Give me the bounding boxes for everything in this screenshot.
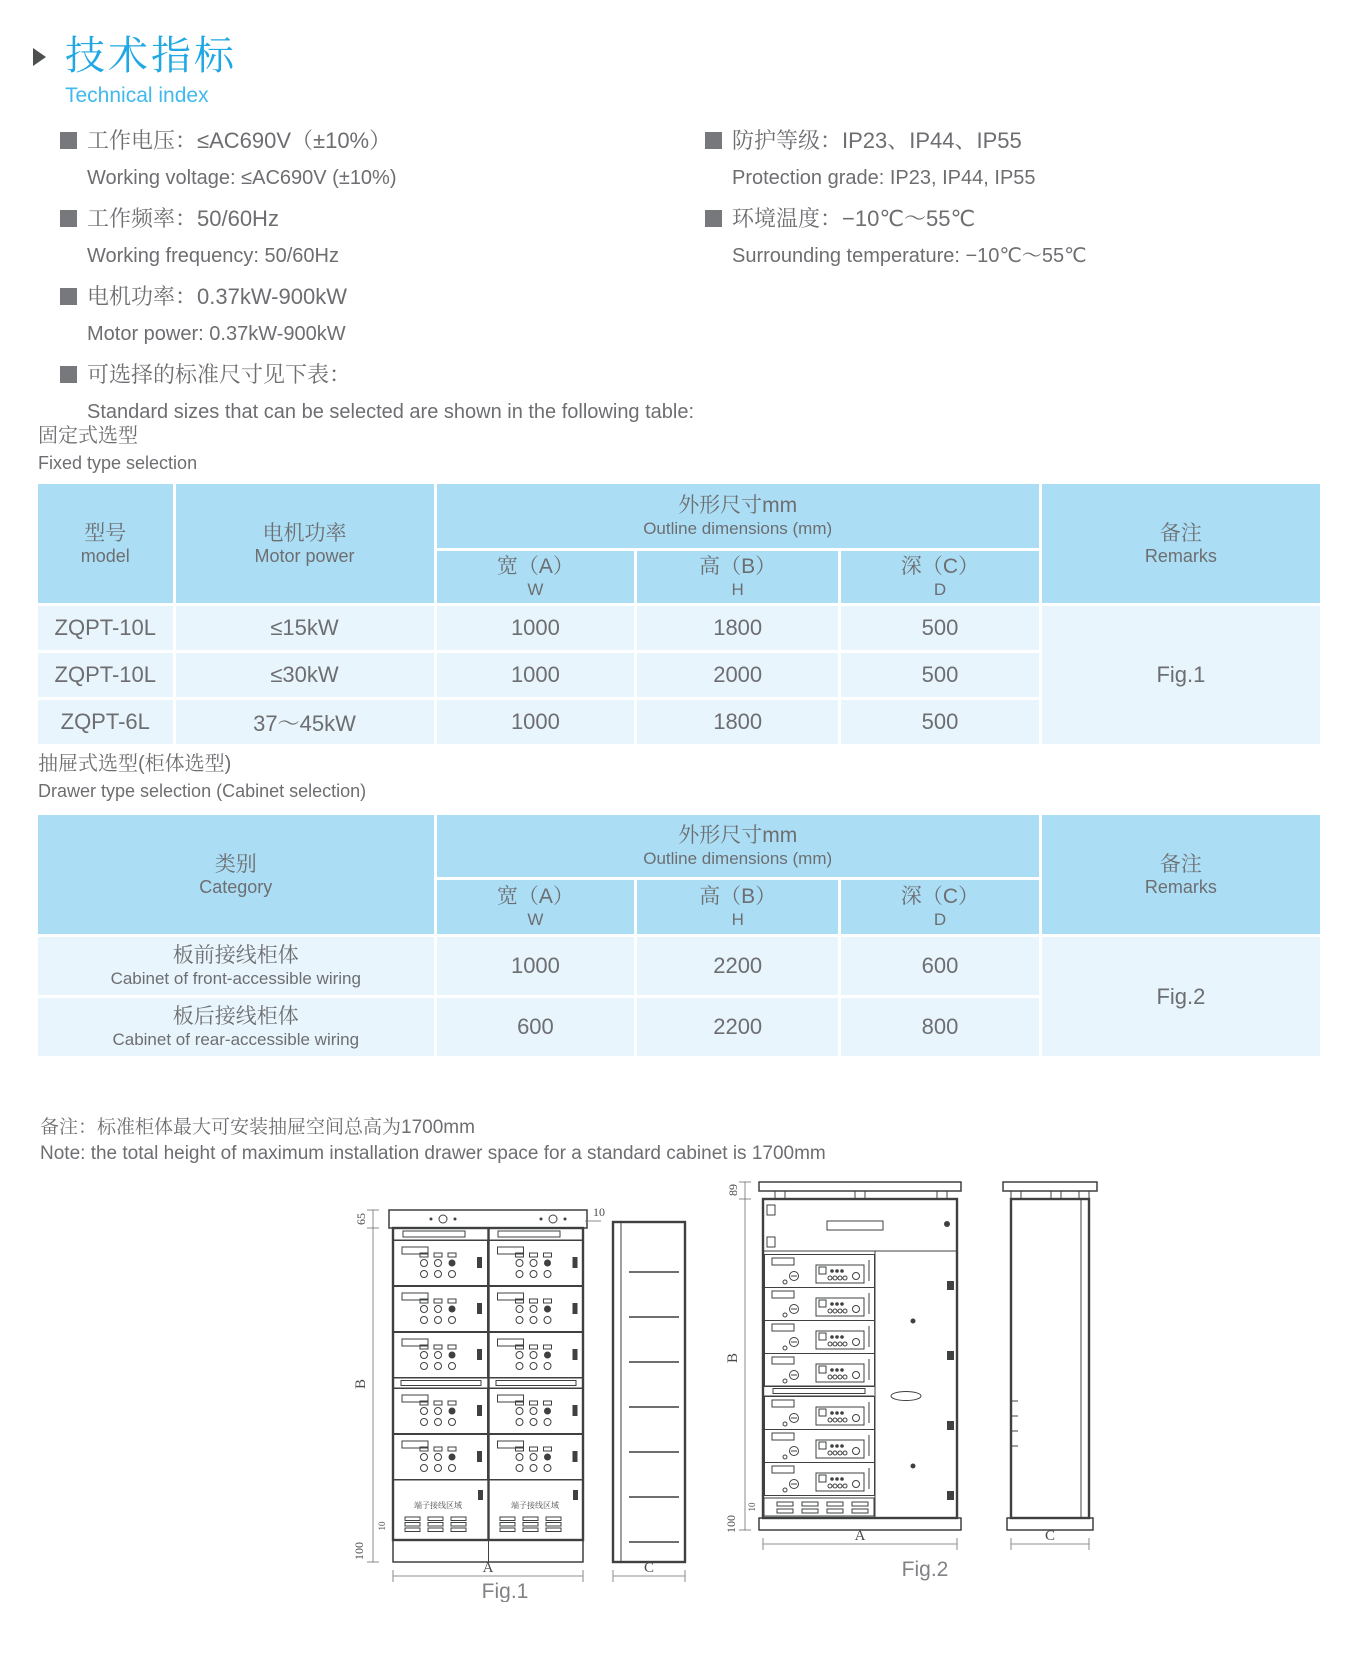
drawer-type-table [35, 812, 1323, 1059]
cell-remark: Fig.2 [1042, 937, 1320, 1056]
spec-en-text: Motor power: 0.37kW-900kW [87, 323, 346, 345]
fig1-dim-10-top: 10 [593, 1205, 605, 1219]
cell-category: 板前接线柜体 Cabinet of front-accessible wiring [38, 937, 434, 995]
table-row [38, 937, 1320, 995]
col-header-category: 类别 Category [38, 815, 434, 934]
cell-depth: 800 [841, 998, 1039, 1056]
fig1-terminal-area-label: 端子接线区域 [511, 1501, 559, 1510]
fig1-dimensions [352, 1205, 685, 1582]
spec-column-right [705, 128, 1325, 284]
cell-width: 1000 [437, 937, 635, 995]
fig1-dim-C: C [643, 1560, 655, 1576]
cell-depth: 500 [841, 653, 1039, 697]
fig1-front-view [389, 1210, 587, 1562]
spec-standard-sizes [60, 362, 695, 424]
fig2-dim-C: C [1044, 1528, 1056, 1544]
col-header-width: 宽（A） W [437, 551, 635, 603]
bullet-square-icon [705, 132, 722, 149]
cell-height: 2200 [637, 998, 838, 1056]
fig2-vent-slots [777, 1502, 868, 1513]
table-row [38, 606, 1320, 650]
fixed-type-table [35, 481, 1323, 747]
cell-depth: 500 [841, 700, 1039, 744]
fig1-side-view [613, 1222, 685, 1562]
cell-model: ZQPT-10L [38, 606, 173, 650]
cell-height: 2000 [637, 653, 838, 697]
spec-en-text: Surrounding temperature: −10℃～55℃ [732, 245, 1087, 267]
fig1-dim-A: A [482, 1560, 494, 1576]
col-header-height: 高（B） H [637, 551, 838, 603]
fig2-dim-A: A [854, 1528, 866, 1544]
table2-label [38, 752, 366, 802]
spec-working-frequency [60, 206, 680, 268]
cell-height: 1800 [637, 700, 838, 744]
cell-category: 板后接线柜体 Cabinet of rear-accessible wiring [38, 998, 434, 1056]
spec-column-left [60, 128, 695, 440]
cell-height: 1800 [637, 606, 838, 650]
table2-label-cn: 抽屉式选型(柜体选型) [38, 753, 232, 775]
spec-cn-text: 防护等级：IP23、IP44、IP55 [732, 128, 1022, 153]
col-header-remarks: 备注 Remarks [1042, 815, 1320, 934]
spec-en-text: Working frequency: 50/60Hz [87, 245, 339, 267]
page-subtitle: Technical index [65, 84, 209, 107]
fig2-dimensions [724, 1182, 1089, 1550]
fig1-dim-10-bottom: 10 [377, 1521, 387, 1531]
cell-remark: Fig.1 [1042, 606, 1320, 744]
bullet-square-icon [60, 288, 77, 305]
fig1-vent-slots [405, 1517, 561, 1532]
fig1-dim-B: B [353, 1378, 369, 1390]
bullet-square-icon [705, 210, 722, 227]
col-header-width: 宽（A） W [437, 880, 635, 934]
spec-working-voltage [60, 128, 680, 190]
spec-en-text: Protection grade: IP23, IP44, IP55 [732, 167, 1036, 189]
bullet-square-icon [60, 132, 77, 149]
spec-surrounding-temperature [705, 206, 1325, 268]
cell-height: 2200 [637, 937, 838, 995]
spec-cn-text: 电机功率：0.37kW-900kW [87, 284, 347, 309]
fig1-caption: Fig.1 [481, 1580, 529, 1602]
fig2-drawing [715, 1066, 1105, 1586]
col-header-motor-power: 电机功率 Motor power [176, 484, 434, 603]
cell-width: 600 [437, 998, 635, 1056]
fig2-dim-89: 89 [726, 1184, 740, 1196]
col-header-model: 型号 model [38, 484, 173, 603]
col-header-depth: 深（C） D [841, 551, 1039, 603]
bullet-square-icon [60, 210, 77, 227]
cell-depth: 600 [841, 937, 1039, 995]
fig2-door [891, 1281, 954, 1500]
table1-label-en: Fixed type selection [38, 453, 198, 473]
table1-label-cn: 固定式选型 [38, 425, 138, 447]
col-header-outline-dimensions: 外形尺寸mm Outline dimensions (mm) [437, 815, 1039, 877]
spec-cn-text: 可选择的标准尺寸见下表： [87, 362, 352, 387]
spec-en-text: Standard sizes that can be selected are shown in the following table: [87, 401, 695, 423]
fig1-terminal-area-label: 端子接线区域 [414, 1501, 462, 1510]
spec-motor-power [60, 284, 680, 346]
section-arrow-icon [33, 48, 46, 66]
cell-power: 37～45kW [176, 700, 434, 744]
spec-cn-text: 工作电压：≤AC690V（±10%） [87, 128, 392, 153]
spec-en-text: Working voltage: ≤AC690V (±10%) [87, 167, 397, 189]
cell-model: ZQPT-10L [38, 653, 173, 697]
cell-width: 1000 [437, 700, 635, 744]
fig2-side-view [1003, 1182, 1097, 1530]
fig2-front-view [759, 1182, 961, 1530]
cell-model: ZQPT-6L [38, 700, 173, 744]
fig2-caption: Fig.2 [901, 1558, 949, 1581]
cell-power: ≤30kW [176, 653, 434, 697]
col-header-height: 高（B） H [637, 880, 838, 934]
spec-cn-text: 环境温度：−10℃～55℃ [732, 206, 976, 231]
spec-protection-grade [705, 128, 1325, 190]
fig1-dim-100: 100 [352, 1542, 366, 1560]
col-header-remarks: 备注 Remarks [1042, 484, 1320, 603]
fig1-drawing [345, 1122, 705, 1602]
col-header-outline-dimensions: 外形尺寸mm Outline dimensions (mm) [437, 484, 1039, 548]
cell-width: 1000 [437, 606, 635, 650]
section-header [33, 34, 237, 108]
cell-width: 1000 [437, 653, 635, 697]
table1-label [38, 424, 197, 474]
col-header-depth: 深（C） D [841, 880, 1039, 934]
fig2-dim-10: 10 [747, 1502, 757, 1512]
fig2-dim-B: B [725, 1352, 741, 1364]
footnote-cn: 备注：标准柜体最大可安装抽屉空间总高为1700mm [40, 1117, 475, 1138]
table2-label-en: Drawer type selection (Cabinet selection) [38, 781, 367, 801]
spec-cn-text: 工作频率：50/60Hz [87, 206, 279, 231]
fig2-dim-100: 100 [724, 1515, 738, 1533]
bullet-square-icon [60, 366, 77, 383]
fig1-dim-65: 65 [354, 1213, 368, 1225]
cell-power: ≤15kW [176, 606, 434, 650]
page-title: 技术指标 [65, 34, 237, 78]
cell-depth: 500 [841, 606, 1039, 650]
footnote-en: Note: the total height of maximum installation drawer space for a standard cabinet is 1700mm [40, 1143, 826, 1164]
